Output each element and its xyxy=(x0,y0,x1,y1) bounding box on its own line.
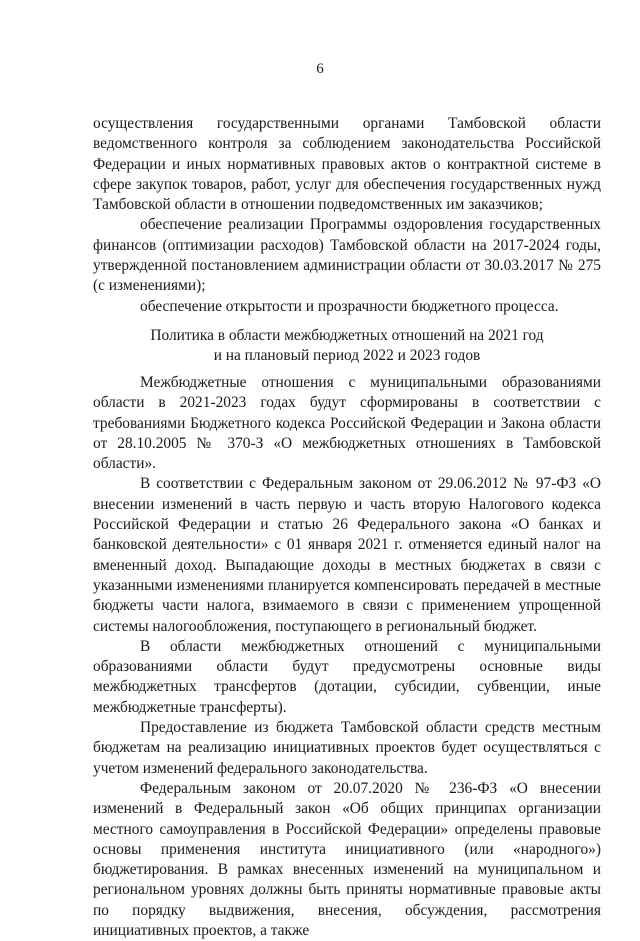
paragraph-transparency: обеспечение открытости и прозрачности бюджетного процесса. xyxy=(140,297,559,315)
section-heading xyxy=(93,326,601,367)
paragraph-continuation: осуществления государственными органами Тамбовской области ведомственного контроля за соблюдением законодательства Российской Федерации и иных нормативных правовых актов о контрактной системе в сфере закупок товаров, работ, услуг для обеспечения государственных нужд Тамбовской области в отношении подведомственных им заказчиков; xyxy=(93,115,601,214)
body-section xyxy=(93,373,601,941)
page-number: 6 xyxy=(316,61,324,77)
paragraph-interbudget-relations: Межбюджетные отношения с муниципальными образованиями области в 2021-2023 годах будут сформированы в соответствии с требованиями Бюджетного кодекса Российской Федерации и Закона области от 28.10.2005 № 370-З «О межбюджетных отношениях в Тамбовской области». xyxy=(93,374,601,473)
paragraph-transfer-types: В области межбюджетных отношений с муниципальными образованиями области будут предусмотрены основные виды межбюджетных трансфертов (дотации, субсидии, субвенции, иные межбюджетные трансферты). xyxy=(93,637,601,716)
paragraph-federal-law-97: В соответствии с Федеральным законом от 29.06.2012 № 97-ФЗ «О внесении изменений в часть первую и часть вторую Налогового кодекса Российской Федерации и статью 26 Федерального закона «О банках и банковской деятельности» с 01 января 2021 г. отменяется единый налог на вмененный доход. Выпадающие доходы в местных бюджетах в связи с указанными изменениями планируется компенсировать передачей в местные бюджеты части налога, взимаемого в связи с применением упрощенной системы налогообложения, поступающего в региональный бюджет. xyxy=(93,475,601,635)
section-heading-line-2: и на плановый период 2022 и 2023 годов xyxy=(213,347,481,365)
paragraph-federal-law-236: Федеральным законом от 20.07.2020 № 236-ФЗ «О внесении изменений в Федеральный закон «Об общих принципах организации местного самоуправления в Российской Федерации» определены правовые основы применения института инициативного (или «народного») бюджетирования. В рамках внесенных изменений на муниципальном и региональном уровнях должны быть приняты нормативные правовые акты по порядку выдвижения, внесения, обсуждения, рассмотрения инициативных проектов, а также xyxy=(93,779,601,940)
intro-section xyxy=(93,114,601,317)
paragraph-initiative-projects: Предоставление из бюджета Тамбовской области средств местным бюджетам на реализацию инициативных проектов будет осуществляться с учетом изменений федерального законодательства. xyxy=(93,719,601,777)
section-heading-line-1: Политика в области межбюджетных отношений на 2021 год xyxy=(150,327,544,344)
paragraph-program: обеспечение реализации Программы оздоровления государственных финансов (оптимизации расходов) Тамбовской области на 2017-2024 годы, утвержденной постановлением администрации области от 30.03.2017 № 275 (с изменениями); xyxy=(93,216,601,295)
